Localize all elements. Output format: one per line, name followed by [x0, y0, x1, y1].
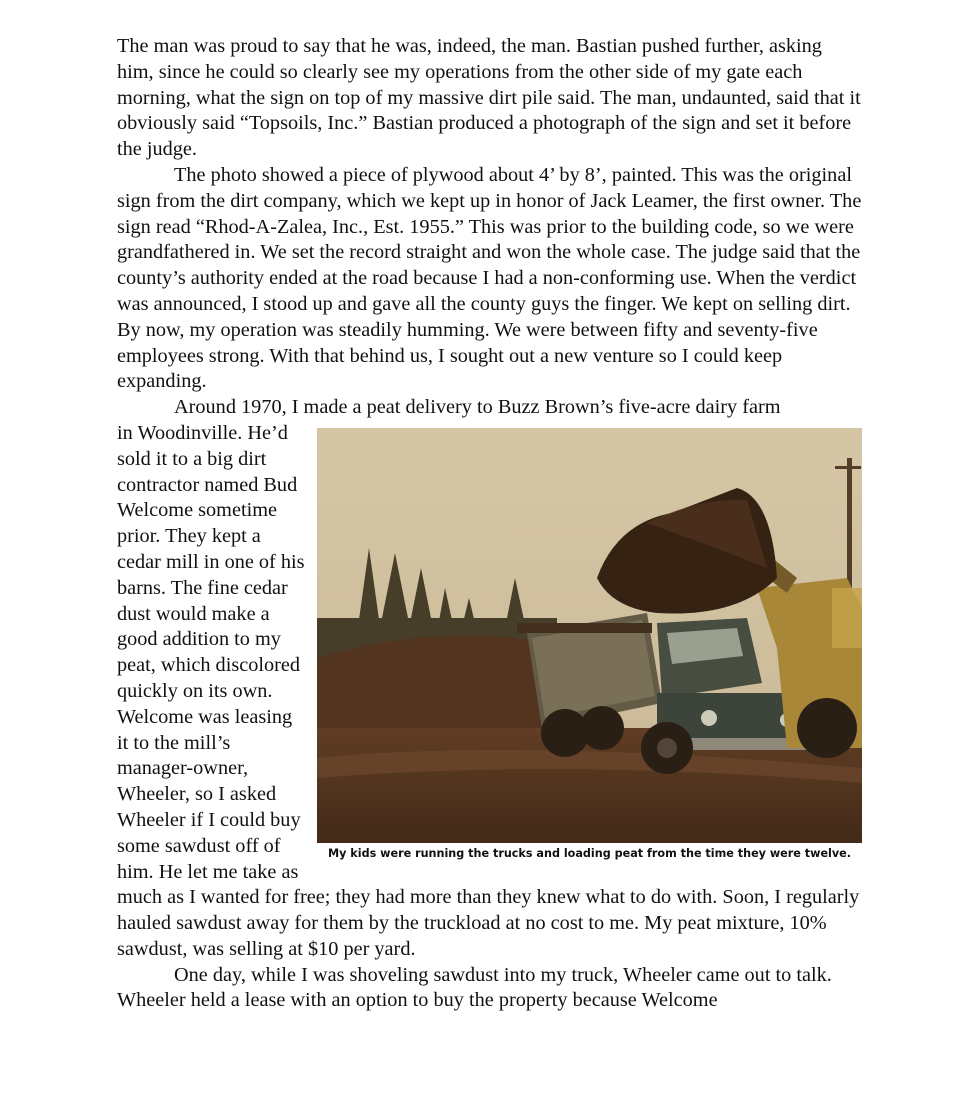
paragraph-3-first-line: Around 1970, I made a peat delivery to Buzz Brown’s five-acre dairy farm [174, 396, 781, 419]
photo-caption: My kids were running the trucks and loading peat from the time they were twelve. [327, 846, 851, 860]
dump-truck-loader-photo [317, 428, 862, 843]
paragraph-4: One day, while I was shoveling sawdust into my truck, Wheeler came out to talk. Wheeler held a lease with an option to buy the property because Welcome [117, 963, 832, 1012]
paragraph-3-rest: in Woodinville. He’d sold it to a big dirt contractor named Bud Welcome sometime prior. They kept a cedar mill in one of his barns. The fine cedar dust would make a good addition to my peat, which discolored quickly on its own. Welcome was leasing it to the mill’s manager-owner, Wheeler, so I asked Wheeler if I could buy some sawdust off of him. He let me take as much as I wanted for free; they had more than they knew what to do with. Soon, I regularly hauled sawdust away for them by the truckload at no cost to me. My peat mixture, 10% sawdust, was selling at $10 per yard. [117, 421, 860, 960]
document-page [117, 34, 862, 1014]
paragraph-2: The photo showed a piece of plywood about 4’ by 8’, painted. This was the original sign from the dirt company, which we kept up in honor of Jack Leamer, the first owner. The sign read “Rhod-A-Zalea, Inc., Est. 1955.” This was prior to the building code, so we were grandfathered in. We set the record straight and won the whole case. The judge said that the county’s authority ended at the road because I had a non-conforming use. When the verdict was announced, I stood up and gave all the county guys the finger. We kept on selling dirt. By now, my operation was steadily humming. We were between fifty and seventy-five employees strong. With that behind us, I sought out a new venture so I could keep expanding. [117, 163, 862, 393]
photo-figure [317, 428, 862, 861]
paragraph-1: The man was proud to say that he was, indeed, the man. Bastian pushed further, asking him, since he could so clearly see my operations from the other side of my gate each morning, what the sign on top of my massive dirt pile said. The man, undaunted, said that it obviously said “Topsoils, Inc.” Bastian produced a photograph of the sign and set it before the judge. [117, 35, 861, 161]
